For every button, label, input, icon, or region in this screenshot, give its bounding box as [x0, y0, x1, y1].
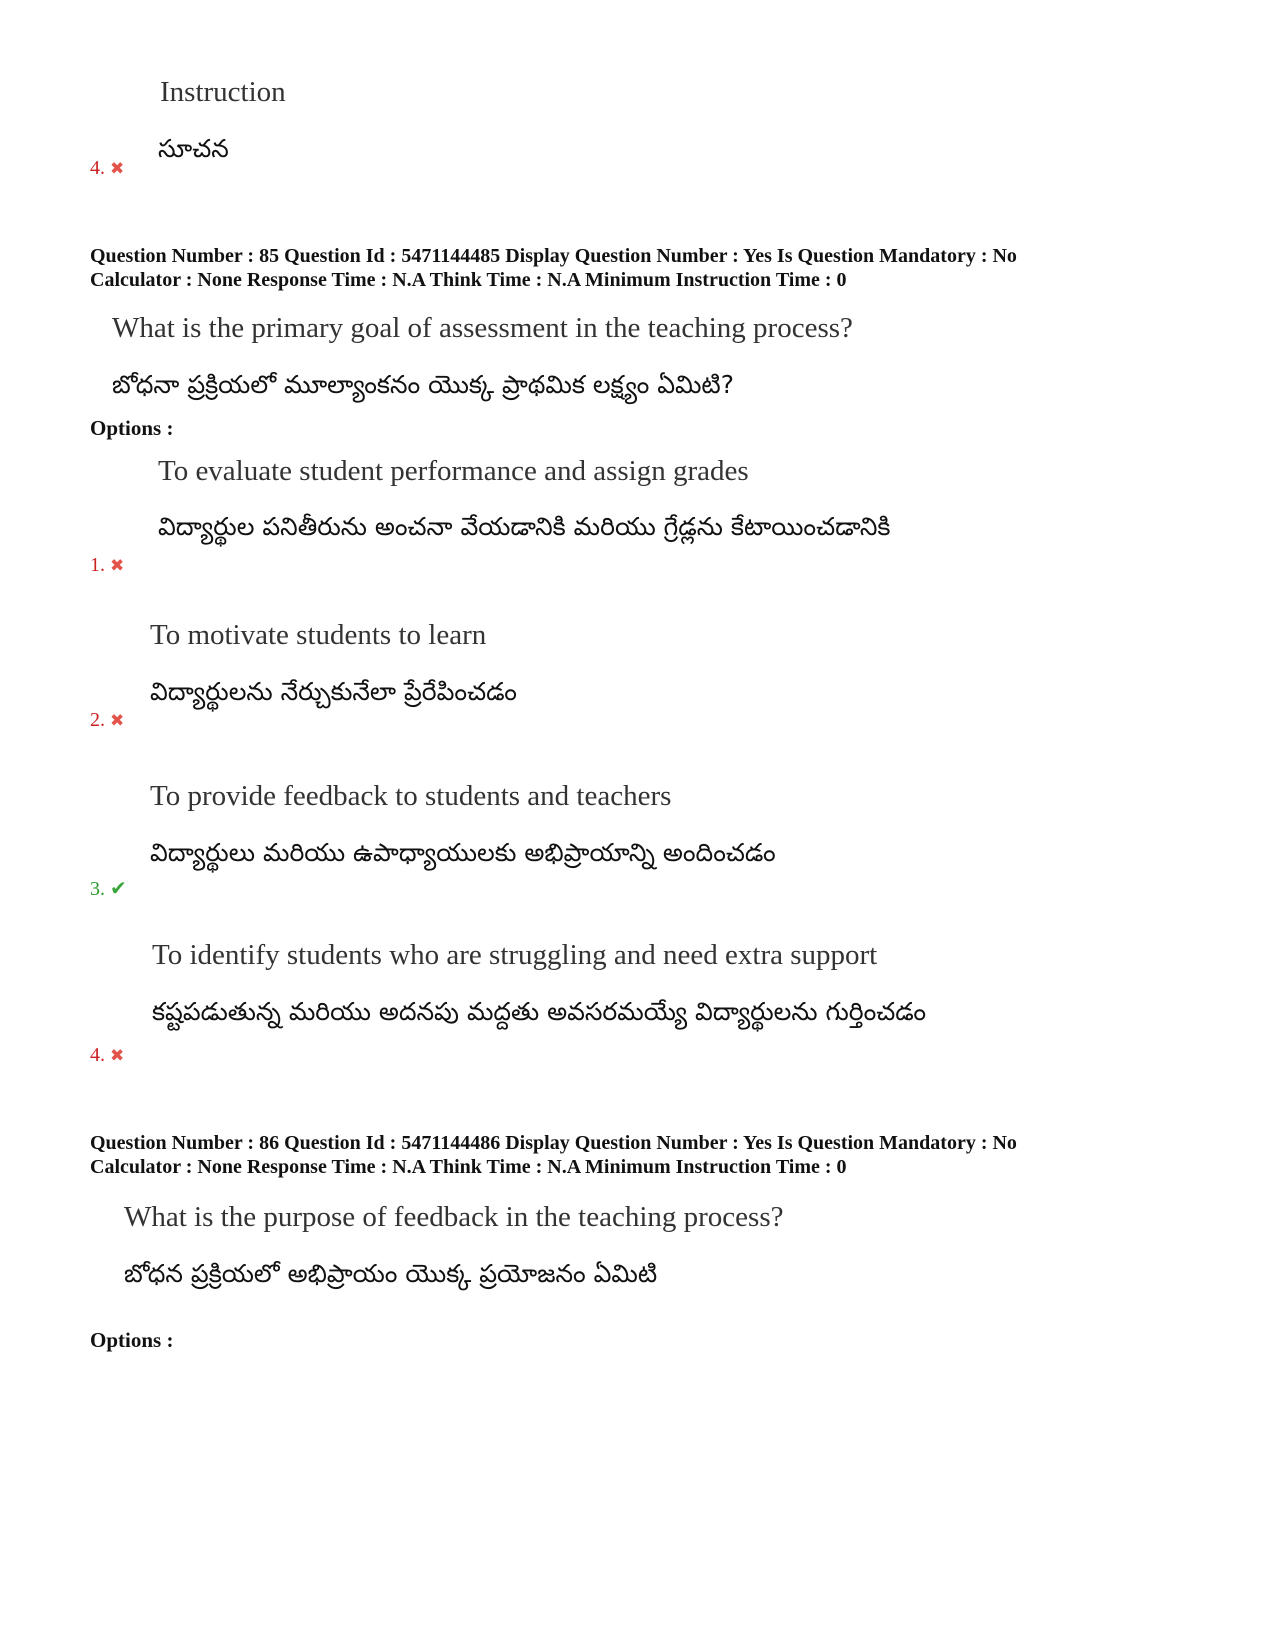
q85-option-4-telugu: కష్టపడుతున్న మరియు అదనపు మద్దతు అవసరమయ్యే విద్యార్థులను గుర్తించడం [152, 997, 927, 1026]
prev-option-4-english: Instruction [160, 76, 286, 108]
q85-option-3-english: To provide feedback to students and teachers [150, 780, 672, 812]
q85-meta-line1: Question Number : 85 Question Id : 5471144485 Display Question Number : Yes Is Question Mandatory : No [90, 245, 1017, 267]
q85-option-4-english: To identify students who are struggling and need extra support [152, 939, 878, 971]
q85-options-label: Options : [90, 416, 174, 440]
q85-option-4-number: 4. ✖ [90, 1044, 125, 1066]
q85-option-2-english: To motivate students to learn [150, 619, 487, 651]
q85-option-3-number: 3. ✔ [90, 878, 127, 900]
q86-meta-line1: Question Number : 86 Question Id : 5471144486 Display Question Number : Yes Is Question Mandatory : No [90, 1132, 1017, 1154]
q86-meta [90, 1131, 1017, 1179]
correct-check-icon: ✔ [110, 878, 127, 900]
q86-question-english: What is the purpose of feedback in the teaching process? [124, 1201, 784, 1233]
q85-meta [90, 244, 1017, 292]
q85-option-1-telugu: విద్యార్థుల పనితీరును అంచనా వేయడానికి మరియు గ్రేడ్లను కేటాయించడానికి [158, 512, 891, 541]
q85-question-telugu: బోధనా ప్రక్రియలో మూల్యాంకనం యొక్క ప్రాథమిక లక్ష్యం ఏమిటి? [112, 370, 735, 399]
q86-meta-line2: Calculator : None Response Time : N.A Think Time : N.A Minimum Instruction Time : 0 [90, 1156, 847, 1178]
wrong-cross-icon: ✖ [110, 556, 125, 575]
wrong-cross-icon: ✖ [110, 159, 125, 178]
q85-meta-line2: Calculator : None Response Time : N.A Think Time : N.A Minimum Instruction Time : 0 [90, 269, 847, 291]
prev-option-4-number: 4. ✖ [90, 157, 125, 179]
q85-question-english: What is the primary goal of assessment in the teaching process? [112, 312, 853, 344]
wrong-cross-icon: ✖ [110, 711, 125, 730]
q86-question-telugu: బోధన ప్రక్రియలో అభిప్రాయం యొక్క ప్రయోజనం ఏమిటి [124, 1259, 658, 1288]
q85-option-2-telugu: విద్యార్థులను నేర్చుకునేలా ప్రేరేపించడం [150, 677, 517, 706]
q85-option-1-english: To evaluate student performance and assign grades [158, 455, 749, 487]
wrong-cross-icon: ✖ [110, 1046, 125, 1065]
q85-option-1-number: 1. ✖ [90, 554, 125, 576]
q85-option-3-telugu: విద్యార్థులు మరియు ఉపాధ్యాయులకు అభిప్రాయాన్ని అందించడం [150, 838, 776, 867]
q86-options-label: Options : [90, 1328, 174, 1352]
prev-option-4-telugu: సూచన [158, 134, 229, 163]
q85-option-2-number: 2. ✖ [90, 709, 125, 731]
